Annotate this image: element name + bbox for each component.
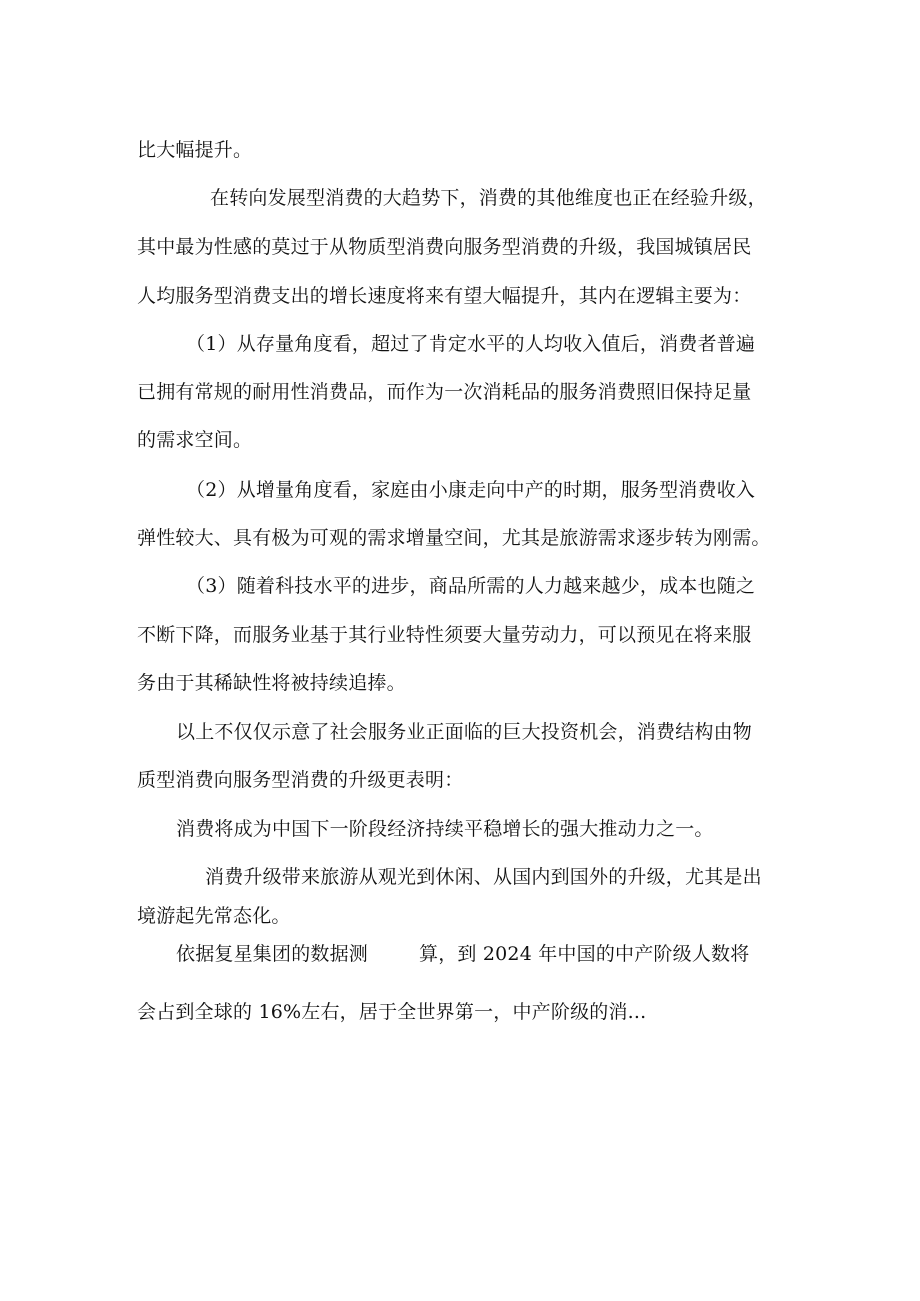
text-line: 其中最为性感的莫过于从物质型消费向服务型消费的升级，我国城镇居民 [137,236,752,258]
text-line: 消费升级带来旅游从观光到休闲、从国内到国外的升级，尤其是出 [205,866,762,888]
text-line: （3）随着科技水平的进步，商品所需的人力越来越少，成本也随之 [186,575,756,597]
text-line: 务由于其稀缺性将被持续追捧。 [137,672,406,694]
text-line: 在转向发展型消费的大趋势下，消费的其他维度也正在经验升级， [210,187,767,209]
text-line: 弹性较大、具有极为可观的需求增量空间，尤其是旅游需求逐步转为刚需。 [137,527,771,549]
text-line: 依据复星集团的数据测 [176,943,369,965]
text-line: 会占到全球的 16%左右，居于全世界第一，中产阶级的消... [137,1001,647,1023]
text-line: 已拥有常规的耐用性消费品，而作为一次消耗品的服务消费照旧保持足量 [137,381,752,403]
text-line: 人均服务型消费支出的增长速度将来有望大幅提升，其内在逻辑主要为： [137,285,752,307]
text-line: 境游起先常态化。 [137,905,291,927]
text-line: 的需求空间。 [137,429,253,451]
text-line: 质型消费向服务型消费的升级更表明： [137,769,464,791]
text-line: 消费将成为中国下一阶段经济持续平稳增长的强大推动力之一。 [176,818,714,840]
text-line: （1）从存量角度看，超过了肯定水平的人均收入值后，消费者普遍 [186,333,756,355]
text-line: 以上不仅仅示意了社会服务业正面临的巨大投资机会，消费结构由物 [176,721,753,743]
text-line: （2）从增量角度看，家庭由小康走向中产的时期，服务型消费收入 [186,479,756,501]
text-line: 不断下降，而服务业基于其行业特性须要大量劳动力，可以预见在将来服 [137,624,752,646]
text-line: 比大幅提升。 [137,139,253,161]
text-line: 算，到 2024 年中国的中产阶级人数将 [419,943,750,965]
